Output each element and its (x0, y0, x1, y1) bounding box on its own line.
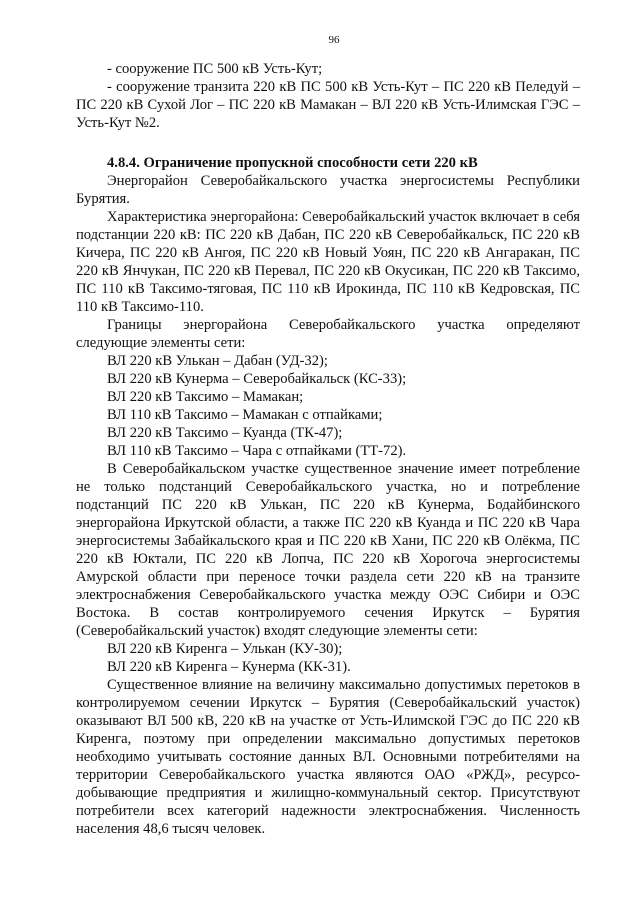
list-item: ВЛ 220 кВ Таксимо – Мамакан; (107, 389, 304, 405)
list-item: ВЛ 220 кВ Киренга – Кунерма (КК-31). (107, 659, 351, 675)
characteristics-paragraph: Характеристика энергорайона: Северобайкальский участок включает в себя подстанции 220 кВ: ПС 220 кВ Дабан, ПС 220 кВ Северобайкальск, ПС 220 кВ Кичера, ПС 220 кВ Ангоя, ПС 220 кВ Новый Уоян, ПС 220 кВ Ангаракан, ПС 220 кВ Янчукан, ПС 220 кВ Перевал, ПС 220 кВ Окусикан, ПС 220 кВ Таксимо, ПС 110 кВ Таксимо-тяговая, ПС 110 кВ Ирокинда, ПС 110 кВ Кедровская, ПС 110 кВ Таксимо-110. (76, 209, 580, 315)
borders-intro-paragraph: Границы энергорайона Северобайкальского участка определяют следующие элементы сети: (76, 317, 580, 351)
list-item: ВЛ 220 кВ Таксимо – Куанда (ТК-47); (107, 425, 343, 441)
list-item: ВЛ 220 кВ Киренга – Улькан (КУ-30); (107, 641, 343, 657)
consumption-paragraph: В Северобайкальском участке существенное значение имеет потребление не только подстанций Северобайкальского участка, но и потребление подстанций ПС 220 кВ Улькан, ПС 220 кВ Кунерма, Бодайбинского энергорайона Иркутской области, а также ПС 220 кВ Куанда и ПС 220 кВ Чара энергосистемы Забайкальского края и ПС 220 кВ Хани, ПС 220 кВ Олёкма, ПС 220 кВ Юктали, ПС 220 кВ Лопча, ПС 220 кВ Хорогоча энергосистемы Амурской области при переносе точки раздела сети 220 кВ на транзите электроснабжения Северобайкальского участка между ОЭС Сибири и ОЭС Востока. В состав контролируемого сечения Иркутск – Бурятия (Северобайкальский участок) входят следующие элементы сети: (76, 461, 580, 639)
section-lines-list (76, 640, 580, 676)
list-item: ВЛ 220 кВ Кунерма – Северобайкальск (КС-33); (107, 371, 407, 387)
intro-item-2: - сооружение транзита 220 кВ ПС 500 кВ Усть-Кут – ПС 220 кВ Пеледуй – ПС 220 кВ Сухой Лог – ПС 220 кВ Мамакан – ВЛ 220 кВ Усть-Илимская ГЭС – Усть-Кут №2. (76, 79, 580, 131)
energy-region-paragraph: Энергорайон Северобайкальского участка энергосистемы Республики Бурятия. (76, 173, 580, 207)
document-page (76, 34, 580, 838)
border-lines-list (76, 352, 580, 460)
list-item: ВЛ 220 кВ Улькан – Дабан (УД-32); (107, 353, 328, 369)
list-item: ВЛ 110 кВ Таксимо – Чара с отпайками (ТТ-72). (107, 443, 407, 459)
intro-item-1: - сооружение ПС 500 кВ Усть-Кут; (107, 61, 323, 77)
section-heading: 4.8.4. Ограничение пропускной способности сети 220 кВ (107, 155, 478, 171)
page-number: 96 (328, 34, 340, 46)
influence-paragraph: Существенное влияние на величину максимально допустимых перетоков в контролируемом сечении Иркутск – Бурятия (Северобайкальский участок) оказывают ВЛ 500 кВ, 220 кВ на участке от Усть-Илимской ГЭС до ПС 220 кВ Киренга, поэтому при определении максимально допустимых перетоков необходимо учитывать состояние данных ВЛ. Основными потребителями на территории Северобайкальского участка являются ОАО «РЖД», ресурсо-добывающие предприятия и жилищно-коммунальный сектор. Присутствуют потребители всех категорий надежности электроснабжения. Численность населения 48,6 тысяч человек. (76, 677, 580, 837)
list-item: ВЛ 110 кВ Таксимо – Мамакан с отпайками; (107, 407, 383, 423)
